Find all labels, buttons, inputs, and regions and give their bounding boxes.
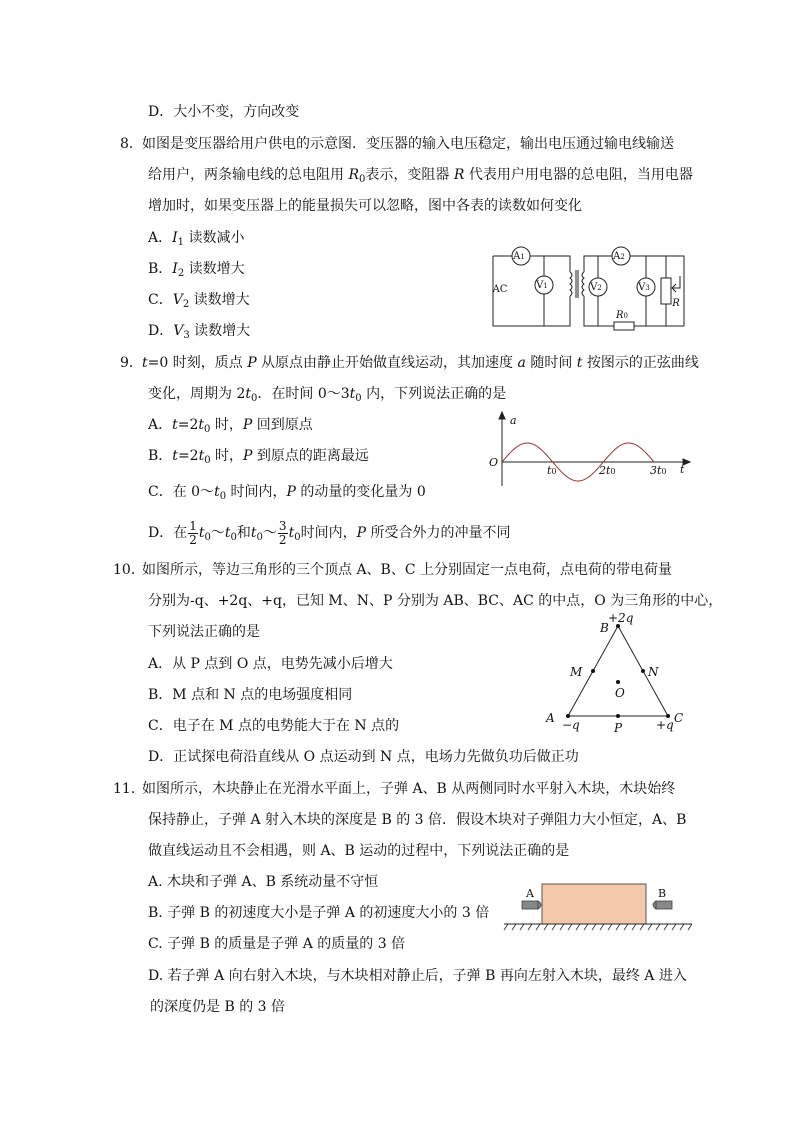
vertex-b-label: B [600, 621, 609, 635]
q10-stem-line1: 如图所示，等边三角形的三个顶点 A、B、C 上分别固定一点电荷，点电荷的带电荷量 [142, 562, 673, 578]
axis-label-a: a [510, 414, 517, 427]
bullet-b [653, 901, 672, 909]
q9-acceleration-graph [486, 410, 696, 490]
q8-stem-line2: 给用户，两条输电线的总电阻用 $R_0$表示，变阻器 R 代表用户用电器的总电阻，当用电器 [148, 167, 693, 185]
tick-2t0: 2t0 [599, 464, 616, 477]
fraction-one-half: $\frac{1}{2}$ [189, 518, 197, 547]
resistor-r0-label: R0 [616, 310, 628, 321]
q11-option-d-line2: 的深度仍是 B 的 3 倍 [150, 999, 285, 1015]
charge-b-label: +2q [608, 611, 634, 625]
q10-triangle-diagram [540, 608, 690, 736]
q9-option-c: C．在 $0\sim t_0$ 时间内，P 的动量的变化量为 0 [148, 484, 426, 502]
q11-stem-line2: 保持静止，子弹 A 射入木块的深度是 B 的 3 倍．假设木块对子弹阻力大小恒定，A、B [148, 812, 687, 828]
q9-number: 9． [120, 355, 143, 371]
axis-label-t: t [680, 463, 685, 476]
q8-option-b: B．$I_2$ 读数增大 [148, 261, 245, 279]
q8-stem-line3: 增加时，如果变压器上的能量损失可以忽略，图中各表的读数如何变化 [148, 198, 582, 214]
midpoint-n-label: N [648, 665, 659, 679]
q9-option-d: D．在 $\frac{1}{2}$ $t_0\sim t_0$和$t_0\sim$ $\frac{3}{2}$ $t_0$时间内，P 所受合外力的冲量不同 [148, 518, 511, 547]
center-o-label: O [615, 686, 625, 700]
q11-option-c: C. 子弹 B 的质量是子弹 A 的质量的 3 倍 [148, 936, 406, 952]
q11-number: 11． [113, 781, 145, 797]
vertex-c-label: C [674, 711, 684, 725]
q11-stem-line3: 做直线运动且不会相遇，则 A、B 运动的过程中，下列说法正确的是 [148, 843, 570, 859]
bullet-b-label: B [658, 887, 667, 900]
q8-option-a: A．$I_1$ 读数减小 [148, 230, 245, 248]
q8-option-c: C．$V_2$ 读数增大 [148, 292, 250, 310]
bullet-a-label: A [526, 887, 534, 900]
q10-option-d: D．正试探电荷沿直线从 O 点运动到 N 点，电场力先做负功后做正功 [148, 749, 579, 765]
q11-block-diagram [502, 880, 694, 932]
voltmeter-v3: V3 [638, 282, 650, 293]
q10-option-a: A．从 P 点到 O 点，电势先减小后增大 [148, 656, 393, 672]
tick-t0: t0 [547, 464, 557, 477]
tick-3t0: 3t0 [650, 464, 667, 477]
q8-stem-line1: 如图是变压器给用户供电的示意图．变压器的输入电压稳定，输出电压通过输电线输送 [142, 136, 674, 152]
voltmeter-v2: V2 [590, 282, 602, 293]
charge-c-label: +q [656, 718, 674, 732]
fraction-three-halves: $\frac{3}{2}$ [278, 518, 287, 547]
bullet-a [522, 901, 541, 909]
q10-option-c: C．电子在 M 点的电势能大于在 N 点的 [148, 718, 400, 734]
wood-block [542, 884, 646, 924]
ammeter-a1: A1 [513, 251, 525, 262]
q11-option-d-line1: D. 若子弹 A 向右射入木块，与木块相对静止后，子弹 B 再向左射入木块，最终 A 进入 [148, 968, 687, 984]
midpoint-m-label: M [570, 665, 583, 679]
q9-option-b: B．$t=2t_0$ 时，P 到原点的距离最远 [148, 448, 369, 466]
q10-number: 10． [113, 562, 145, 578]
q9-stem-line1: t=0 时刻，质点 P 从原点由静止开始做直线运动，其加速度 a 随时间 t 按图示的正弦曲线 [142, 355, 699, 371]
q9-stem-line2: 变化，周期为 $2t_0$．在时间 $0\sim 3t_0$ 内，下列说法正确的是 [148, 386, 507, 404]
q8-number: 8． [120, 136, 143, 152]
midpoint-p-label: P [614, 721, 623, 735]
vertex-a-label: A [546, 711, 555, 725]
q10-stem-line3: 下列说法正确的是 [148, 624, 260, 640]
resistor-r-label: R [672, 298, 680, 309]
q11-option-a: A. 木块和子弹 A、B 系统动量不守恒 [148, 874, 379, 890]
origin-label: O [489, 456, 499, 469]
q11-stem-line1: 如图所示，木块静止在光滑水平面上，子弹 A、B 从两侧同时水平射入木块，木块始终 [142, 781, 676, 797]
q10-stem-line2: 分别为-q、+2q、+q，已知 M、N、P 分别为 AB、BC、AC 的中点，O 为三角形的中心， [148, 593, 723, 609]
q9-option-a: A．$t=2t_0$ 时，P 回到原点 [148, 417, 313, 435]
voltmeter-v1: V1 [536, 280, 548, 291]
ammeter-a2: A2 [613, 251, 625, 262]
q8-circuit-diagram [488, 244, 688, 330]
q7-option-d: D．大小不变，方向改变 [148, 104, 300, 120]
charge-a-label: −q [562, 718, 580, 732]
q8-option-d: D．$V_3$ 读数增大 [148, 323, 251, 341]
ac-source-label: AC [492, 284, 508, 295]
q11-option-b: B. 子弹 B 的初速度大小是子弹 A 的初速度大小的 3 倍 [148, 905, 490, 921]
q10-option-b: B．M 点和 N 点的电场强度相同 [148, 687, 353, 703]
